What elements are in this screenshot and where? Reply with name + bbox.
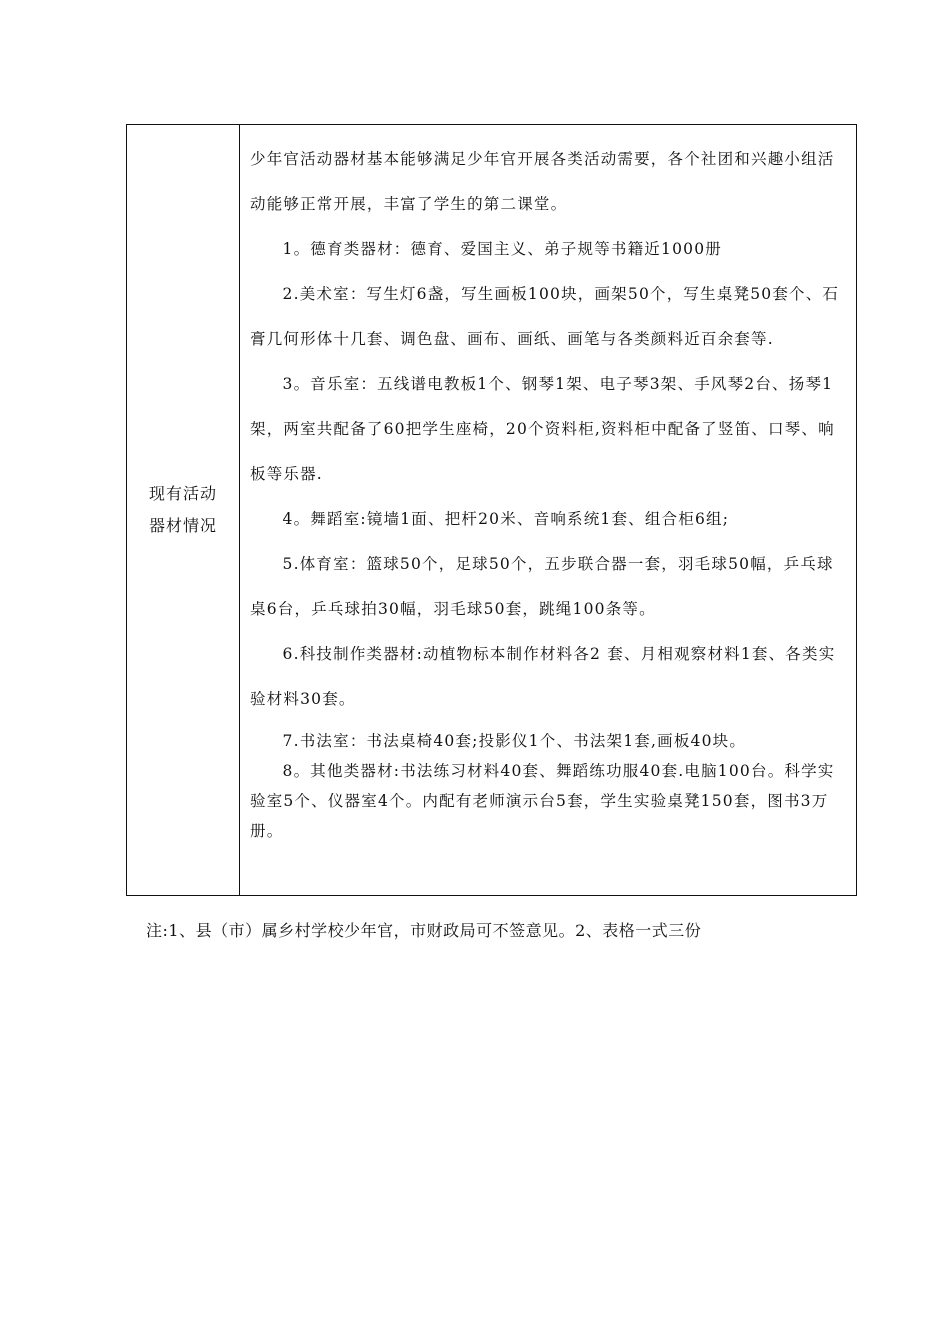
intro-paragraph: 少年官活动器材基本能够满足少年官开展各类活动需要，各个社团和兴趣小组活动能够正常开展，丰富了学生的第二课堂。 [250, 150, 835, 213]
item-art-room: 2.美术室：写生灯6盏，写生画板100块，画架50个，写生桌凳50套个、石膏几何形体十几套、调色盘、画布、画纸、画笔与各类颜料近百余套等. [250, 285, 840, 348]
table-row [127, 125, 857, 896]
item-dance-room: 4。舞蹈室:镜墙1面、把杆20米、音响系统1套、组合柜6组; [282, 510, 730, 528]
item-sports-room: 5.体育室：篮球50个，足球50个，五步联合器一套，羽毛球50幅，乒乓球桌6台，乒乓球拍30幅，羽毛球50套，跳绳100条等。 [250, 555, 834, 618]
item-science-tech: 6.科技制作类器材:动植物标本制作材料各2 套、月相观察材料1套、各类实验材料30套。 [250, 645, 836, 708]
item-moral-education: 1。德育类器材：德育、爱国主义、弟子规等书籍近1000册 [282, 240, 722, 258]
row-label-line-1: 现有活动 [148, 484, 217, 503]
row-label-line-2: 器材情况 [148, 516, 217, 535]
equipment-description-cell [240, 125, 857, 896]
item-calligraphy-room: 7.书法室：书法桌椅40套;投影仪1个、书法架1套,画板40块。 [282, 732, 747, 750]
equipment-form-table [126, 124, 857, 896]
footnote: 注:1、县（市）属乡村学校少年官，市财政局可不签意见。2、表格一式三份 [146, 921, 702, 940]
item-music-room: 3。音乐室：五线谱电教板1个、钢琴1架、电子琴3架、手风琴2台、扬琴1架，两室共配备了60把学生座椅，20个资料柜,资料柜中配备了竖笛、口琴、响板等乐器. [250, 375, 835, 483]
item-other-equipment: 8。其他类器材:书法练习材料40套、舞蹈练功服40套.电脑100台。科学实验室5个、仪器室4个。内配有老师演示台5套，学生实验桌凳150套，图书3万册。 [250, 762, 835, 840]
row-label-cell [127, 125, 240, 896]
